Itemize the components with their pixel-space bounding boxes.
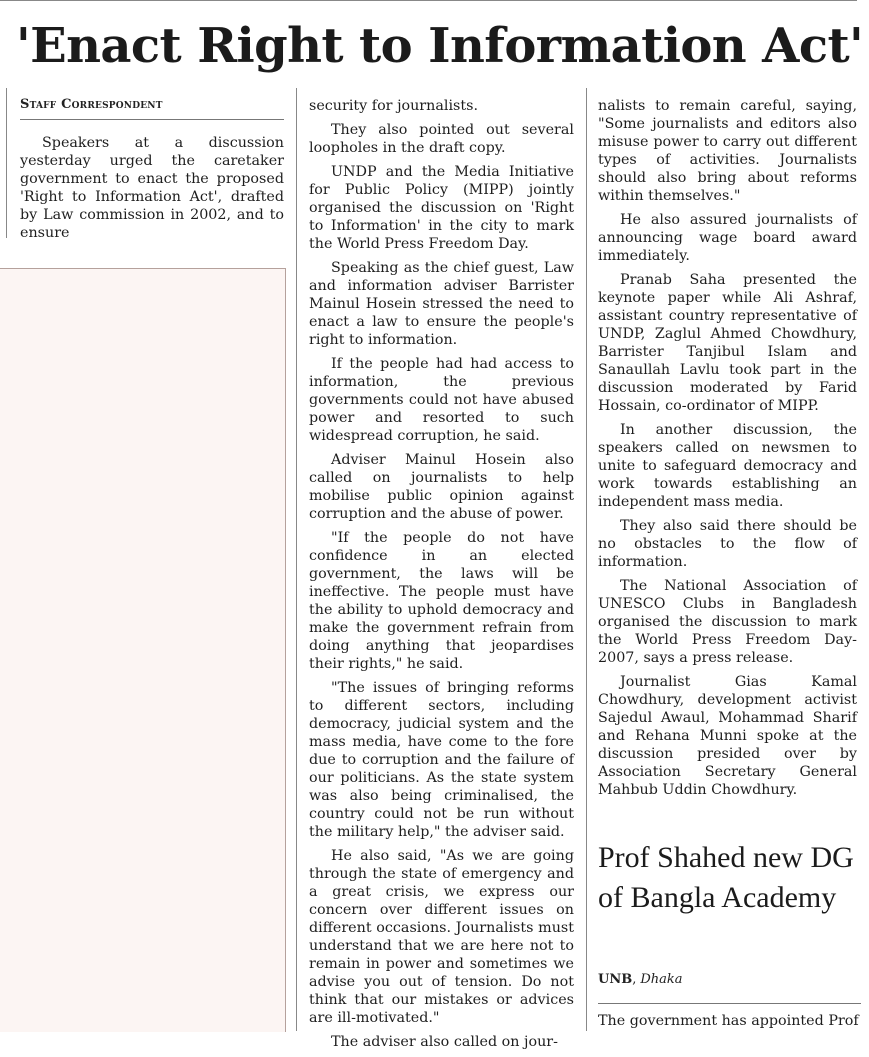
paragraph: The adviser also called on jour- (331, 1034, 558, 1050)
paragraph: security for journalists. (309, 98, 478, 114)
byline: Staff Correspondent (20, 97, 163, 112)
sub-story-rule (598, 1003, 861, 1004)
paragraph: They also pointed out several loopholes in the draft copy. (309, 122, 574, 156)
paragraph: If the people had had access to information, the previous governments could not have abused power and resorted to such widespread corruption, he said. (309, 356, 574, 444)
paragraph: In another discussion, the speakers called on newsmen to unite to safeguard democracy and work towards establishing an independent mass media. (598, 422, 857, 510)
paragraph: Pranab Saha presented the keynote paper while Ali Ashraf, assistant country representative of UNDP, Zaglul Ahmed Chowdhury, Barrister Tanjibul Islam and Sanaullah Lavlu took part in the discussion moderated by Farid Hossain, co-ordinator of MIPP. (598, 272, 857, 414)
paragraph: Speaking as the chief guest, Law and information adviser Barrister Mainul Hosein stressed the need to enact a law to ensure the people's right to information. (309, 260, 574, 348)
column-divider-1 (296, 88, 297, 1031)
paragraph: The National Association of UNESCO Clubs in Bangladesh organised the discussion to mark the World Press Freedom Day-2007, says a press release. (598, 578, 857, 666)
paragraph: He also said, "As we are going through the state of emergency and a great crisis, we express our concern over different issues on different occasions. Journalists must understand that we are here not to remain in power and sometimes we advise you out of tension. Do not think that our mistakes or advices are ill-motivated." (309, 848, 574, 1026)
sub-story-column (598, 1012, 863, 1036)
column-divider-2 (586, 88, 587, 1031)
paragraph: They also said there should be no obstacles to the flow of information. (598, 518, 857, 570)
sub-story-byline: UNB, Dhaka (598, 972, 683, 987)
paragraph: nalists to remain careful, saying, "Some journalists and editors also misuse power to carry out different types of activities. Journalists should also bring about reforms within themselves." (598, 98, 857, 204)
paragraph: UNDP and the Media Initiative for Public Policy (MIPP) jointly organised the discussion on 'Right to Information' in the city to mark the World Press Freedom Day. (309, 164, 574, 252)
top-rule (0, 0, 857, 1)
paragraph: Adviser Mainul Hosein also called on journalists to help mobilise public opinion against corruption and the abuse of power. (309, 452, 574, 522)
left-border (6, 88, 7, 238)
article-column-2 (309, 97, 574, 1057)
paragraph: "The issues of bringing reforms to different sectors, including democracy, judicial system and the mass media, have come to the fore due to corruption and the failure of our politicians. As the state system was also being criminalised, the country could not be run without the military help," the adviser said. (309, 680, 574, 840)
paragraph: Journalist Gias Kamal Chowdhury, development activist Sajedul Awaul, Mohammad Sharif and Rehana Munni spoke at the discussion presided over by Association Secretary General Mahbub Uddin Chowdhury. (598, 674, 857, 798)
paragraph: "If the people do not have confidence in an elected government, the laws will be ineffective. The people must have the ability to uphold democracy and make the government refrain from doing anything that jeopardises their rights," he said. (309, 530, 574, 672)
sub-story-agency: UNB (598, 972, 633, 987)
paragraph: Speakers at a discussion yesterday urged the caretaker government to enact the proposed 'Right to Information Act', drafted by Law commission in 2002, and to ensure (20, 135, 284, 241)
headline: 'Enact Right to Information Act' (16, 18, 864, 74)
byline-rule (20, 119, 284, 120)
paragraph: He also assured journalists of announcing wage board award immediately. (598, 212, 857, 264)
ad-space (0, 268, 286, 1032)
article-column-3 (598, 97, 857, 805)
paragraph: The government has appointed Prof (598, 1013, 859, 1029)
sub-story-place: Dhaka (640, 972, 683, 987)
sub-story-headline: Prof Shahed new DG of Bangla Academy (598, 841, 854, 914)
article-column-1 (20, 134, 284, 248)
